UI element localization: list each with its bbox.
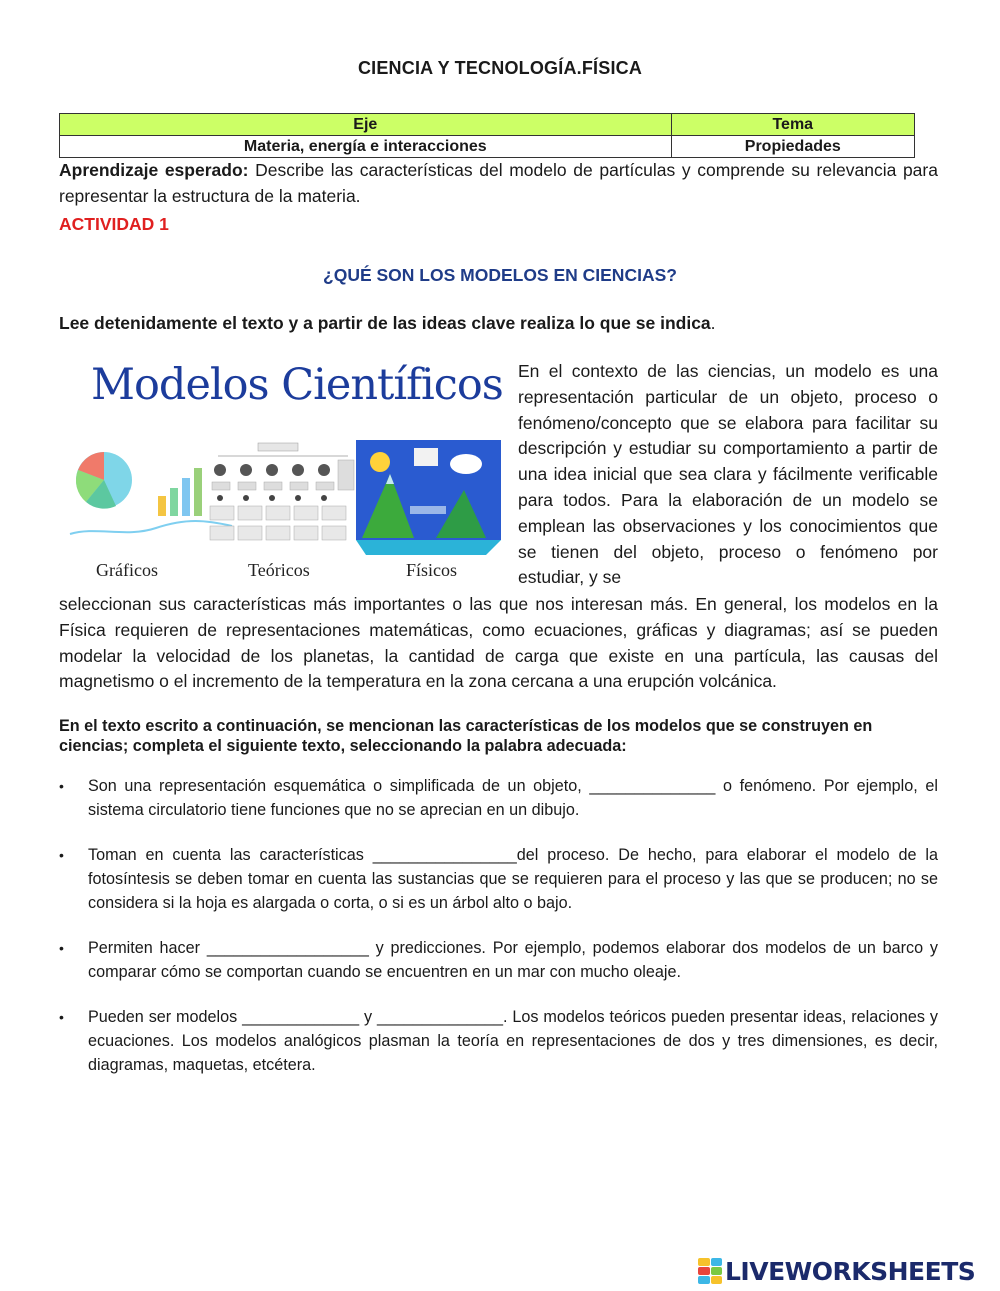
list-item: [59, 774, 938, 822]
bullet-icon: •: [59, 1009, 64, 1025]
header-tema: Tema: [671, 114, 914, 136]
tema-value: Propiedades: [671, 136, 914, 158]
caption-graficos: Gráficos: [96, 560, 158, 580]
theoretical-model-image: [208, 440, 358, 555]
exercise-list: [59, 774, 938, 1077]
bullet-icon: •: [59, 847, 64, 863]
instruction-period: .: [710, 313, 716, 333]
bullet-icon: •: [59, 940, 64, 956]
learning-text: Describe las características del modelo de partículas y comprende su relevancia para representar la estructura de la materia.: [59, 160, 938, 206]
learning-outcome: [59, 157, 938, 209]
document-title: CIENCIA Y TECNOLOGÍA.FÍSICA: [357, 58, 643, 78]
logo-mark-icon: [698, 1258, 722, 1284]
instruction-text: Lee detenidamente el texto y a partir de las ideas clave realiza lo que se indica: [59, 313, 711, 333]
axis-topic-table: [59, 113, 915, 158]
eje-value: Materia, energía e interacciones: [60, 136, 672, 158]
list-item: [59, 936, 938, 984]
physical-model-image: [356, 440, 501, 555]
table-row: [60, 136, 915, 158]
models-definition-text: En el contexto de las ciencias, un modelo es una representación particular de un objeto, proceso o fenómeno/concepto que se elabora para facilitar su descripción y estudiar su comportamiento a partir de una idea inicial que sea clara y fácilmente verificable para todos. Para la elaboración de un modelo se emplean las observaciones y los conocimientos que se tienen del objeto, proceso o fenómeno por estudiar, y se: [518, 361, 938, 588]
liveworksheets-logo[interactable]: [698, 1256, 975, 1286]
section-title: ¿QUÉ SON LOS MODELOS EN CIENCIAS?: [323, 265, 677, 285]
table-header-row: [60, 114, 915, 136]
exercise-item-2: Toman en cuenta las características ________________del proceso. De hecho, para elaborar el modelo de la fotosíntesis se deben tomar en cuenta las sustancias que se requieren para el proceso y las que se producen; no se considera si la hoja es alargada o corta, o si es un árbol alto o bajo.: [88, 846, 938, 912]
exercise-item-3: Permiten hacer __________________ y predicciones. Por ejemplo, podemos elaborar dos modelos de un barco y comparar cómo se comportan cuando se encuentren en un mar con mucho oleaje.: [88, 939, 938, 981]
models-illustration: [66, 360, 506, 590]
models-continuation-text: seleccionan sus características más importantes o las que nos interesan más. En general, los modelos en la Física requieren de representaciones matemáticas, como ecuaciones, gráficas y diagramas; así se pueden modelar la velocidad de los planetas, la cantidad de carga que existe en una partícula, las causas del magnetismo o el incremento de la temperatura en la zona cercana a una erupción volcánica.: [59, 594, 938, 692]
bullet-icon: •: [59, 778, 64, 794]
reading-instruction: [59, 313, 716, 334]
exercise-instruction: En el texto escrito a continuación, se mencionan las características de los modelos que se construyen en ciencias; completa el siguiente texto, seleccionando la palabra adecuada:: [59, 717, 873, 755]
exercise-item-1: Son una representación esquemática o simplificada de un objeto, ______________ o fenómeno. Por ejemplo, el sistema circulatorio tiene funciones que no se aprecian en un dibujo.: [88, 777, 938, 819]
activity-label: ACTIVIDAD 1: [59, 214, 169, 234]
illustration-title: Modelos Científicos: [91, 360, 503, 410]
header-eje: Eje: [60, 114, 672, 136]
caption-fisicos: Físicos: [406, 560, 458, 580]
logo-text: LIVEWORKSHEETS: [725, 1256, 976, 1286]
caption-teoricos: Teóricos: [248, 560, 310, 580]
list-item: [59, 843, 938, 915]
learning-label: Aprendizaje esperado:: [59, 160, 249, 180]
list-item: [59, 1005, 938, 1077]
exercise-item-4: Pueden ser modelos _____________ y ______________. Los modelos teóricos pueden presentar ideas, relaciones y ecuaciones. Los modelos analógicos plasman la teoría en representaciones de dos y tres dimensiones, es decir, diagramas, maquetas, etcétera.: [88, 1008, 938, 1074]
